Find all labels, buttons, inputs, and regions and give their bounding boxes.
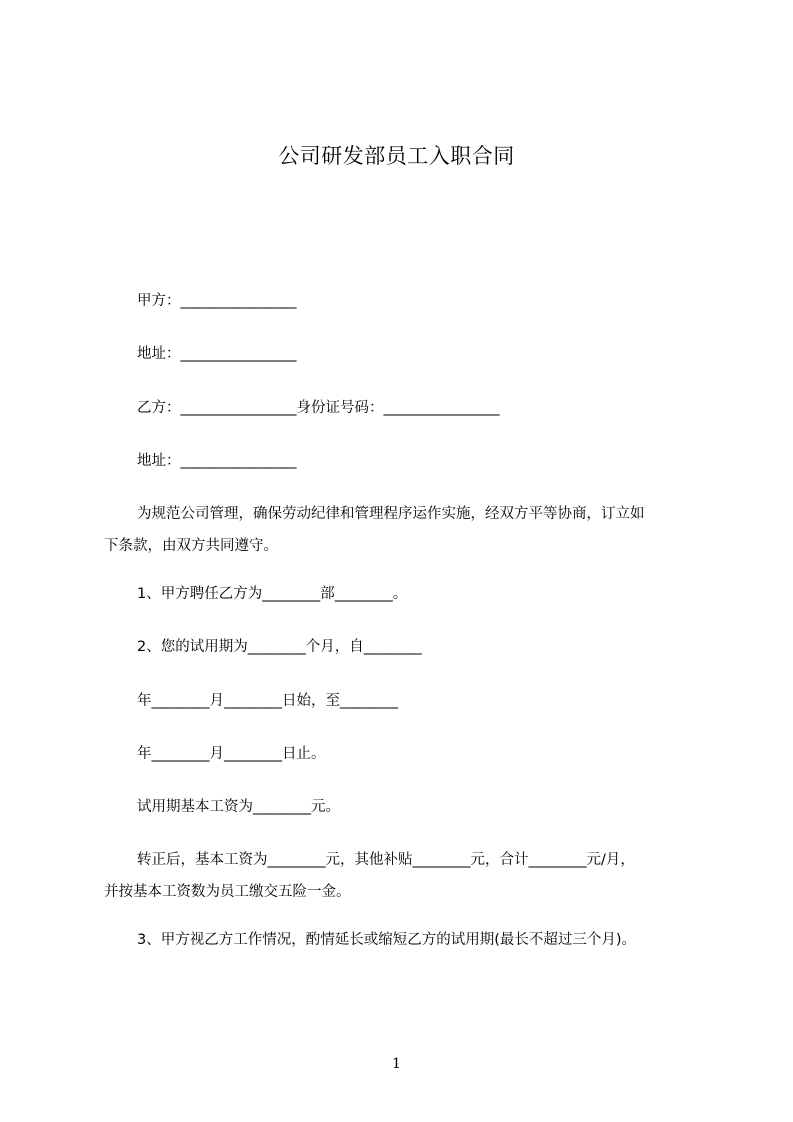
- document-title: 公司研发部员工入职合同: [278, 144, 515, 168]
- page-number: 1: [392, 1056, 401, 1072]
- regular-salary-line-2: 并按基本工资数为员工缴交五险一金。: [104, 884, 351, 900]
- preamble-line-2: 下条款，由双方共同遵守。: [104, 538, 278, 554]
- clause-1: 1、甲方聘任乙方为________部________。: [137, 586, 408, 602]
- party-b-address-field: 地址：________________: [137, 453, 297, 469]
- probation-salary: 试用期基本工资为________元。: [137, 799, 340, 815]
- preamble-paragraph: [104, 498, 704, 562]
- clause-3: 3、甲方视乙方工作情况，酌情延长或缩短乙方的试用期(最长不超过三个月)。: [137, 932, 637, 948]
- party-a-address-field: 地址：________________: [137, 346, 297, 362]
- clause-2-end-date: 年________月________日止。: [137, 746, 326, 762]
- preamble-line-1: 为规范公司管理，确保劳动纪律和管理程序运作实施，经双方平等协商，订立如: [137, 506, 645, 522]
- party-b-id-field: 乙方：________________身份证号码：________________: [137, 400, 500, 416]
- clause-2: 2、您的试用期为________个月，自________: [137, 639, 422, 655]
- party-a-field: 甲方：________________: [137, 293, 297, 309]
- clause-2-start-date: 年________月________日始，至________: [137, 693, 398, 709]
- regular-salary-line-1: 转正后，基本工资为________元，其他补贴________元，合计________元/月，: [137, 852, 635, 868]
- regular-salary-paragraph: [104, 844, 704, 908]
